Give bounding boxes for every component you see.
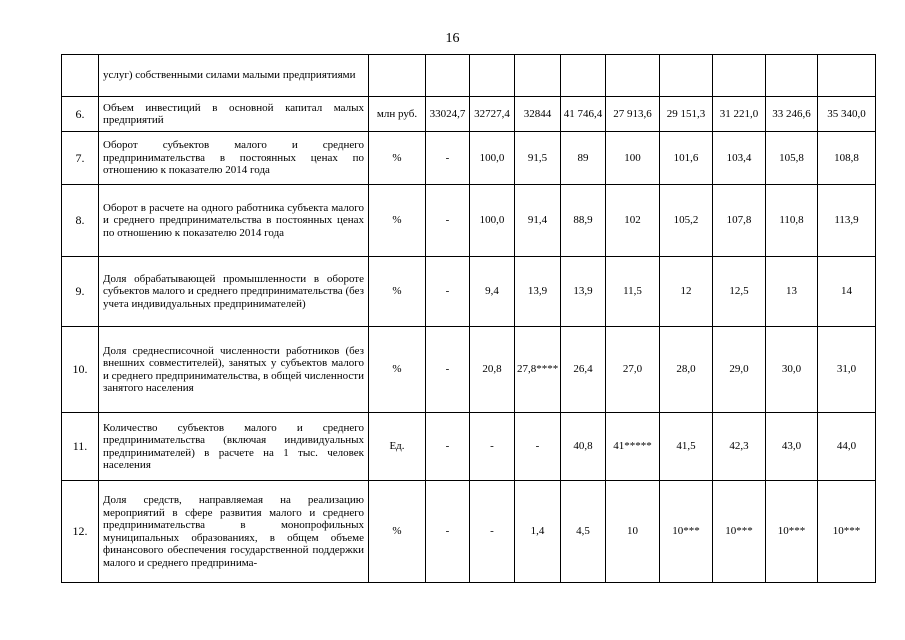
value-cell: 1,4 [515,481,561,583]
value-cell: - [426,132,470,185]
value-cell: 41 746,4 [561,97,606,132]
value-cell: 105,8 [766,132,818,185]
value-cell: - [426,257,470,327]
value-cell: 27 913,6 [606,97,660,132]
table-row [62,132,876,185]
value-cell [606,55,660,97]
value-cell: 108,8 [818,132,876,185]
unit-cell: % [369,481,426,583]
value-cell [818,55,876,97]
value-cell [660,55,713,97]
value-cell: 12 [660,257,713,327]
indicator-name: услуг) собственными силами малыми предприятиями [99,55,369,97]
row-number: 8. [62,185,99,257]
value-cell: 31,0 [818,327,876,413]
value-cell: 91,5 [515,132,561,185]
value-cell: 41,5 [660,413,713,481]
table-row [62,257,876,327]
row-number: 6. [62,97,99,132]
value-cell: 13 [766,257,818,327]
table-row [62,185,876,257]
value-cell: 101,6 [660,132,713,185]
unit-cell: % [369,185,426,257]
indicator-name: Доля средств, направляемая на реализацию мероприятий в сфере развития малого и среднего предпринимательства в монопрофильных муниципальных образованиях, в общем объеме финансового обеспечения государственной поддержки малого и среднего предпринима- [99,481,369,583]
value-cell: 10*** [766,481,818,583]
value-cell: - [426,327,470,413]
value-cell: 13,9 [515,257,561,327]
indicator-name: Оборот в расчете на одного работника субъекта малого и среднего предпринимательства в постоянных ценах по отношению к показателю 2014 года [99,185,369,257]
value-cell: - [470,413,515,481]
value-cell: 100,0 [470,132,515,185]
value-cell: 91,4 [515,185,561,257]
value-cell: - [470,481,515,583]
value-cell: 30,0 [766,327,818,413]
unit-cell: млн руб. [369,97,426,132]
value-cell: 9,4 [470,257,515,327]
indicator-name: Количество субъектов малого и среднего предпринимательства (включая индивидуальных предпринимателей) в расчете на 1 тыс. человек населения [99,413,369,481]
value-cell [713,55,766,97]
unit-cell [369,55,426,97]
value-cell: 20,8 [470,327,515,413]
value-cell: 29,0 [713,327,766,413]
value-cell: - [515,413,561,481]
table-row [62,327,876,413]
value-cell: 28,0 [660,327,713,413]
value-cell: - [426,481,470,583]
value-cell: 27,8**** [515,327,561,413]
value-cell: 12,5 [713,257,766,327]
value-cell: 100,0 [470,185,515,257]
value-cell: 32727,4 [470,97,515,132]
value-cell: 11,5 [606,257,660,327]
row-number: 10. [62,327,99,413]
unit-cell: % [369,257,426,327]
value-cell: 32844 [515,97,561,132]
table-row [62,481,876,583]
row-number: 12. [62,481,99,583]
value-cell: 100 [606,132,660,185]
value-cell: 14 [818,257,876,327]
value-cell: 10 [606,481,660,583]
value-cell: 31 221,0 [713,97,766,132]
value-cell [515,55,561,97]
page-number: 16 [445,31,460,46]
table-row [62,55,876,97]
row-number: 11. [62,413,99,481]
value-cell: 27,0 [606,327,660,413]
value-cell [561,55,606,97]
indicator-name: Оборот субъектов малого и среднего предпринимательства в постоянных ценах по отношению к показателю 2014 года [99,132,369,185]
indicators-table [61,54,876,583]
value-cell: 4,5 [561,481,606,583]
value-cell: - [426,413,470,481]
value-cell: 88,9 [561,185,606,257]
value-cell: 33 246,6 [766,97,818,132]
value-cell: 35 340,0 [818,97,876,132]
row-number: 9. [62,257,99,327]
value-cell: 33024,7 [426,97,470,132]
value-cell: 102 [606,185,660,257]
value-cell: 107,8 [713,185,766,257]
value-cell: 10*** [660,481,713,583]
indicator-name: Доля среднесписочной численности работников (без внешних совместителей), занятых у субъектов малого и среднего предпринимательства, в общей численности занятого населения [99,327,369,413]
value-cell: - [426,185,470,257]
value-cell: 41***** [606,413,660,481]
value-cell [426,55,470,97]
value-cell [470,55,515,97]
value-cell: 26,4 [561,327,606,413]
unit-cell: % [369,132,426,185]
value-cell: 10*** [818,481,876,583]
value-cell: 40,8 [561,413,606,481]
unit-cell: % [369,327,426,413]
value-cell: 44,0 [818,413,876,481]
row-number: 7. [62,132,99,185]
value-cell: 29 151,3 [660,97,713,132]
unit-cell: Ед. [369,413,426,481]
value-cell: 42,3 [713,413,766,481]
value-cell: 113,9 [818,185,876,257]
value-cell: 110,8 [766,185,818,257]
table-row [62,97,876,132]
row-number [62,55,99,97]
value-cell: 105,2 [660,185,713,257]
value-cell [766,55,818,97]
value-cell: 13,9 [561,257,606,327]
value-cell: 103,4 [713,132,766,185]
indicator-name: Доля обрабатывающей промышленности в обороте субъектов малого и среднего предпринимательства (без учета индивидуальных предпринимателей) [99,257,369,327]
value-cell: 89 [561,132,606,185]
value-cell: 10*** [713,481,766,583]
value-cell: 43,0 [766,413,818,481]
table-row [62,413,876,481]
indicator-name: Объем инвестиций в основной капитал малых предприятий [99,97,369,132]
